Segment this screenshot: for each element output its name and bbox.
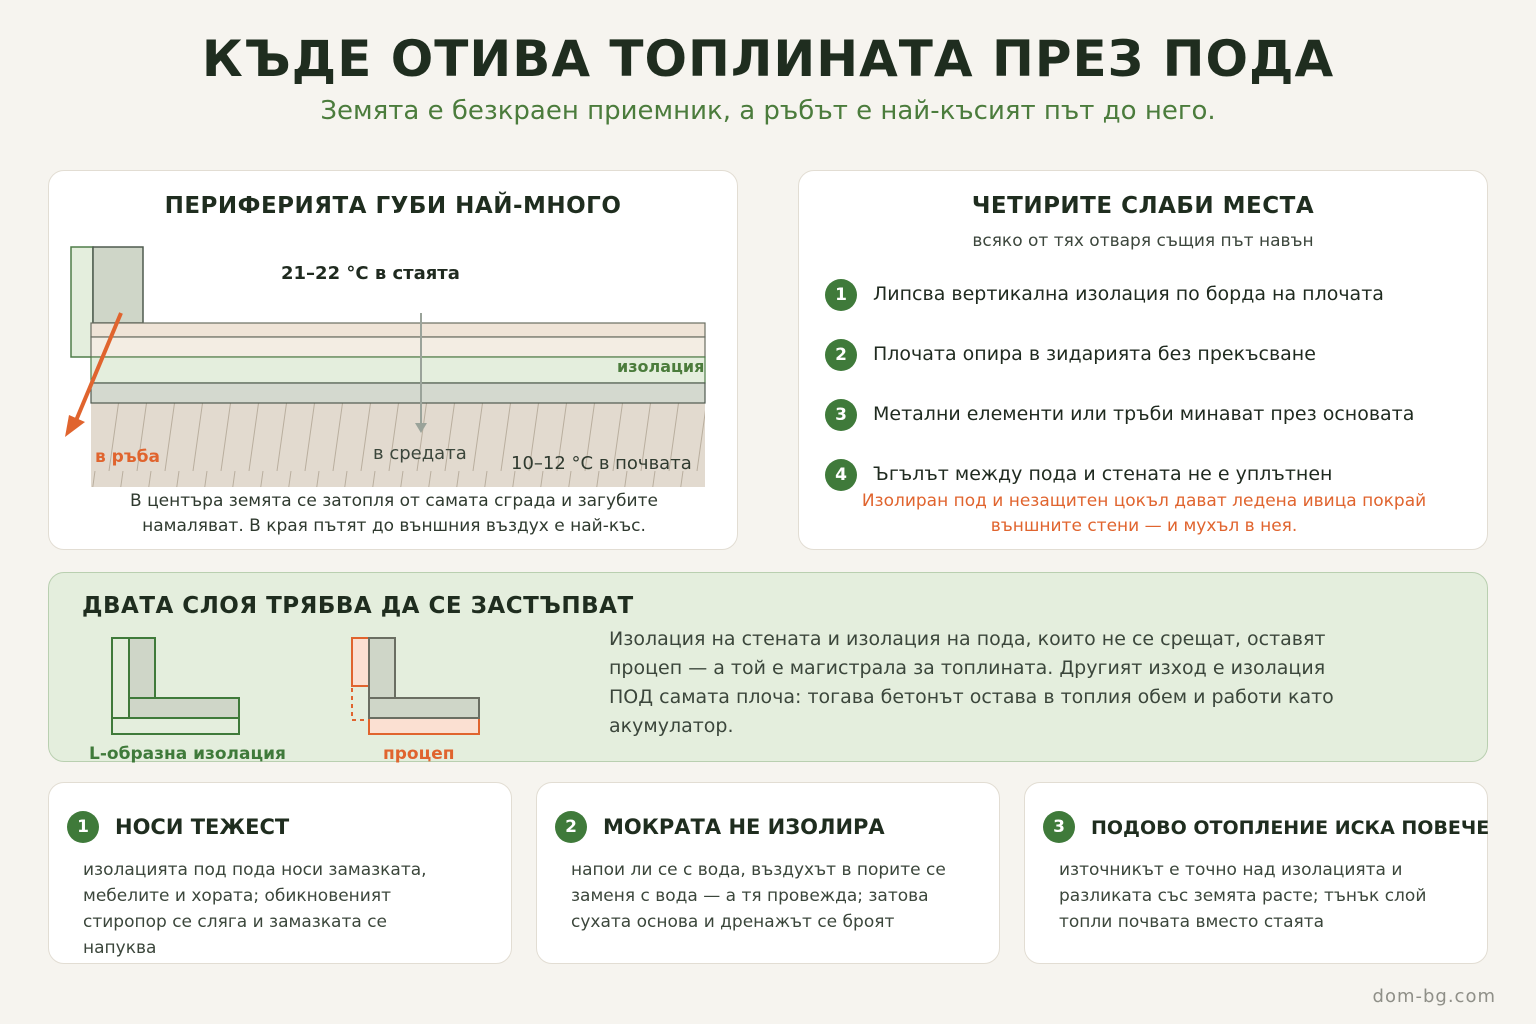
- l-insulation-label: L-образна изолация: [89, 744, 286, 764]
- insulation-layer: [91, 357, 705, 383]
- l-insulation-diagram: [112, 638, 239, 734]
- weak-spot-number: 1: [825, 279, 857, 311]
- slab-layer: [91, 383, 705, 403]
- tip-title: ПОДОВО ОТОПЛЕНИЕ ИСКА ПОВЕЧЕ: [1091, 817, 1490, 839]
- wall: [93, 247, 143, 323]
- gap-label: процеп: [383, 744, 455, 764]
- weak-spots-title: ЧЕТИРИТЕ СЛАБИ МЕСТА: [971, 193, 1315, 219]
- edge-label: в ръба: [95, 447, 160, 467]
- tip-title: НОСИ ТЕЖЕСТ: [115, 815, 290, 839]
- tip-text: напои ли се с вода, въздухът в порите се заменя с вода — а тя провежда; затова сухата основа и дренажът се броят: [571, 860, 946, 932]
- tip-card: [1024, 782, 1488, 964]
- screed-layer: [91, 337, 705, 357]
- insulation-label: изолация: [617, 357, 705, 376]
- tip-text: източникът е точно над изолацията и разликата със земята расте; тънък слой топли почвата вместо стаята: [1059, 860, 1427, 932]
- tip-title: МОКРАТА НЕ ИЗОЛИРА: [603, 815, 885, 839]
- perimeter-card: [48, 170, 738, 550]
- weak-spot-number: 3: [825, 399, 857, 431]
- tip-card: [536, 782, 1000, 964]
- middle-label: в средата: [373, 443, 467, 464]
- weak-spot-item: Плочата опира в зидарията без прекъсване: [873, 343, 1316, 365]
- weak-spots-card: [798, 170, 1488, 550]
- overlap-band: [48, 572, 1488, 762]
- weak-spot-number: 2: [825, 339, 857, 371]
- gap-diagram: [352, 638, 479, 734]
- overlap-band-text: Изолация на стената и изолация на пода, които не се срещат, оставят процеп — а той е магистрала за топлината. Другият изход е изолация ПОД самата плоча: тогава бетонът остава в топлия обем и работи като акумулатор.: [609, 628, 1334, 737]
- weak-spot-number: 4: [825, 459, 857, 491]
- weak-spot-item: Липсва вертикална изолация по борда на плочата: [873, 283, 1384, 305]
- tip-text: изолацията под пода носи замазката, мебелите и хората; обикновеният стиропор се сляга и замазката се напуква: [83, 860, 427, 958]
- weak-spots-warning: Изолиран под и незащитен цокъл дават ледена ивица покрай външните стени — и мухъл в нея.: [861, 491, 1427, 536]
- weak-spot-item: Ъгълът между пода и стената не е уплътнен: [873, 463, 1333, 485]
- floor-top-layer: [91, 323, 705, 337]
- perimeter-caption: В центъра земята се затопля от самата сграда и загубите намаляват. В края пътят до външния въздух е най-къс.: [130, 491, 658, 536]
- tip-number: 1: [67, 811, 99, 843]
- wall-insulation: [71, 247, 93, 357]
- tip-number: 2: [555, 811, 587, 843]
- weak-spots-subtitle: всяко от тях отваря същия път навън: [972, 231, 1314, 251]
- room-temp-label: 21–22 °C в стаята: [281, 263, 460, 284]
- tip-number: 3: [1043, 811, 1075, 843]
- soil-temp-label: 10–12 °C в почвата: [511, 453, 692, 474]
- perimeter-card-title: ПЕРИФЕРИЯТА ГУБИ НАЙ-МНОГО: [164, 193, 622, 219]
- weak-spot-item: Метални елементи или тръби минават през основата: [873, 403, 1415, 425]
- overlap-diagrams: [49, 573, 609, 763]
- tip-card: [48, 782, 512, 964]
- page-title: КЪДЕ ОТИВА ТОПЛИНАТА ПРЕЗ ПОДА: [201, 30, 1335, 88]
- overlap-band-title: ДВАТА СЛОЯ ТРЯБВА ДА СЕ ЗАСТЪПВАТ: [82, 593, 634, 619]
- site-footer[interactable]: dom-bg.com: [1372, 986, 1496, 1007]
- page-subtitle: Земята е безкраен приемник, а ръбът е най-късият път до него.: [320, 96, 1216, 126]
